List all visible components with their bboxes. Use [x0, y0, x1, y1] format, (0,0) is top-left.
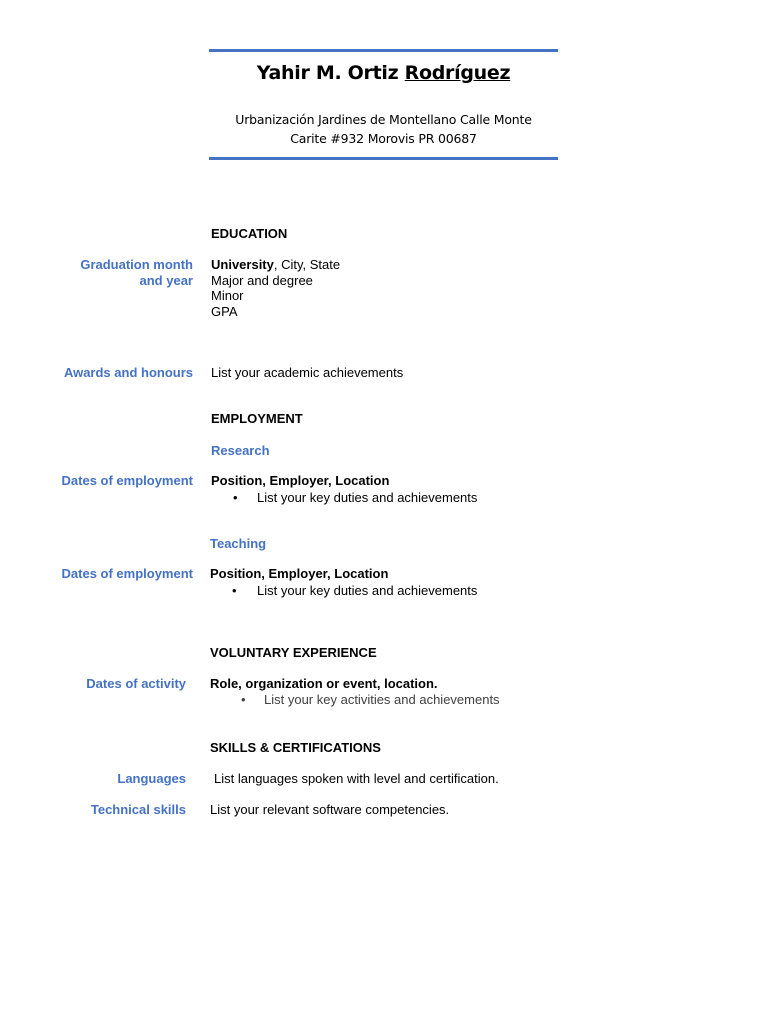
skills-heading: SKILLS & CERTIFICATIONS	[210, 740, 381, 755]
voluntary-role: Role, organization or event, location.	[210, 676, 438, 691]
education-heading: EDUCATION	[211, 226, 288, 241]
teaching-subheading: Teaching	[210, 536, 267, 551]
technical-skills-text: List your relevant software competencies.	[210, 802, 450, 817]
graduation-label-line-2: and year	[139, 272, 193, 288]
research-dates-label: Dates of employment	[61, 473, 193, 488]
graduation-label	[20, 257, 193, 288]
teaching-position: Position, Employer, Location	[210, 566, 389, 581]
languages-text: List languages spoken with level and certification.	[214, 771, 499, 786]
research-position: Position, Employer, Location	[211, 473, 390, 488]
minor-line: Minor	[211, 288, 244, 303]
voluntary-bullet: List your key activities and achievements	[264, 692, 500, 707]
teaching-bullet-dot: •	[232, 583, 237, 598]
header-bottom-rule	[209, 157, 558, 160]
awards-text: List your academic achievements	[211, 365, 404, 380]
voluntary-heading: VOLUNTARY EXPERIENCE	[210, 645, 377, 660]
major-line: Major and degree	[211, 272, 313, 288]
languages-label: Languages	[117, 771, 186, 786]
research-bullet: List your key duties and achievements	[257, 490, 478, 505]
resume-name	[209, 62, 558, 84]
education-details	[211, 257, 340, 319]
university-name: University	[211, 257, 274, 272]
header-top-rule	[209, 49, 558, 52]
university-location: , City, State	[273, 257, 341, 272]
research-subheading: Research	[211, 443, 270, 458]
awards-label: Awards and honours	[63, 365, 193, 380]
employment-heading: EMPLOYMENT	[211, 411, 303, 426]
address-line-1: Urbanización Jardines de Montellano Calle Monte	[235, 112, 532, 127]
teaching-bullet: List your key duties and achievements	[257, 583, 478, 598]
graduation-label-line-1: Graduation month	[80, 257, 193, 272]
voluntary-bullet-dot: •	[241, 692, 246, 707]
address-line-2: Carite #932 Morovis PR 00687	[290, 131, 477, 146]
name-surname: Rodríguez	[404, 62, 511, 84]
technical-skills-label: Technical skills	[90, 802, 186, 817]
research-bullet-dot: •	[233, 490, 238, 505]
gpa-line: GPA	[211, 303, 238, 319]
university-line	[211, 257, 340, 273]
teaching-dates-label: Dates of employment	[61, 566, 193, 581]
name-main: Yahir M. Ortiz	[256, 62, 405, 84]
voluntary-dates-label: Dates of activity	[86, 676, 186, 691]
